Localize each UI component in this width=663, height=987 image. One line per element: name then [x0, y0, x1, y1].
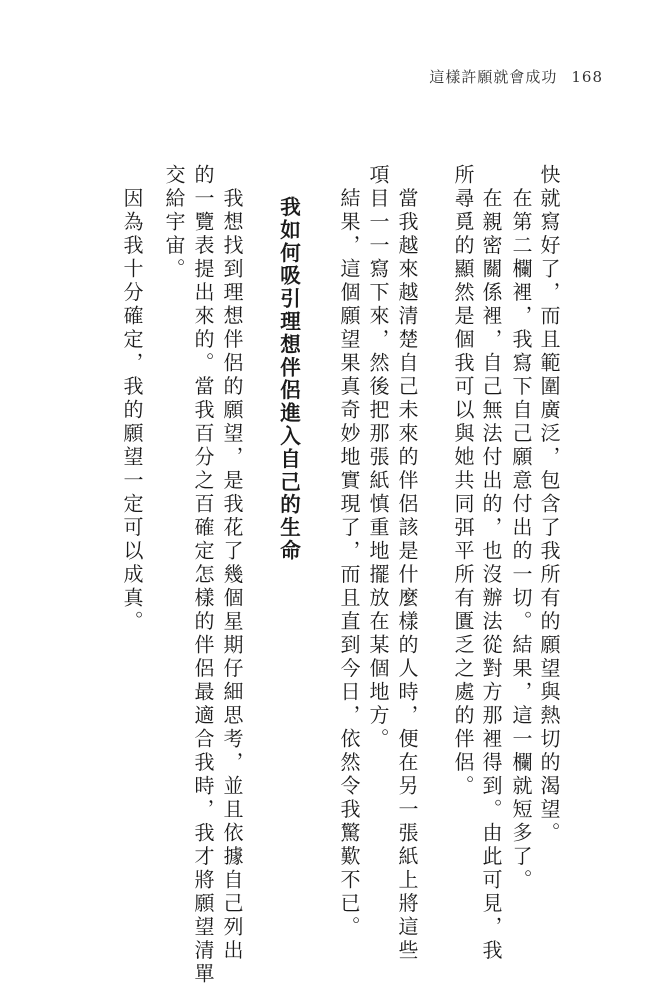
text-column: 交給宇宙。: [162, 164, 186, 282]
text-column: 當我越來越清楚自己未來的伴侶該是什麼樣的人時，便在另一張紙上將這些: [395, 164, 419, 963]
text-column: 我想找到理想伴侶的願望，是我花了幾個星期仔細思考，並且依據自己列出: [220, 164, 244, 963]
text-column: 所尋覓的顯然是個我可以與她共同弭平所有匱乏之處的伴侶。: [451, 164, 475, 799]
text-column: 因為我十分確定，我的願望一定可以成真。: [120, 164, 144, 634]
page-number: 168: [571, 68, 603, 86]
running-header: [429, 66, 603, 87]
text-column: 在第二欄裡，我寫下自己願意付出的一切。結果，這一欄就短多了。: [509, 164, 533, 893]
text-column: 在親密關係裡，自己無法付出的，也沒辦法從對方那裡得到。由此可見，我: [479, 164, 503, 963]
section-heading: 我如何吸引理想伴侶進入自己的生命: [276, 196, 301, 563]
text-column: 快就寫好了，而且範圍廣泛，包含了我所有的願望與熱切的渴望。: [537, 164, 561, 846]
text-column: 項目一一寫下來，然後把那張紙慎重地擺放在某個地方。: [366, 164, 390, 752]
text-column: 結果，這個願望果真奇妙地實現了，而且直到今日，依然令我驚歎不已。: [337, 164, 361, 940]
book-title: 這樣許願就會成功: [429, 68, 558, 86]
text-column: 的一覽表提出來的。當我百分之百確定怎樣的伴侶最適合我時，我才將願望清單: [191, 164, 215, 987]
